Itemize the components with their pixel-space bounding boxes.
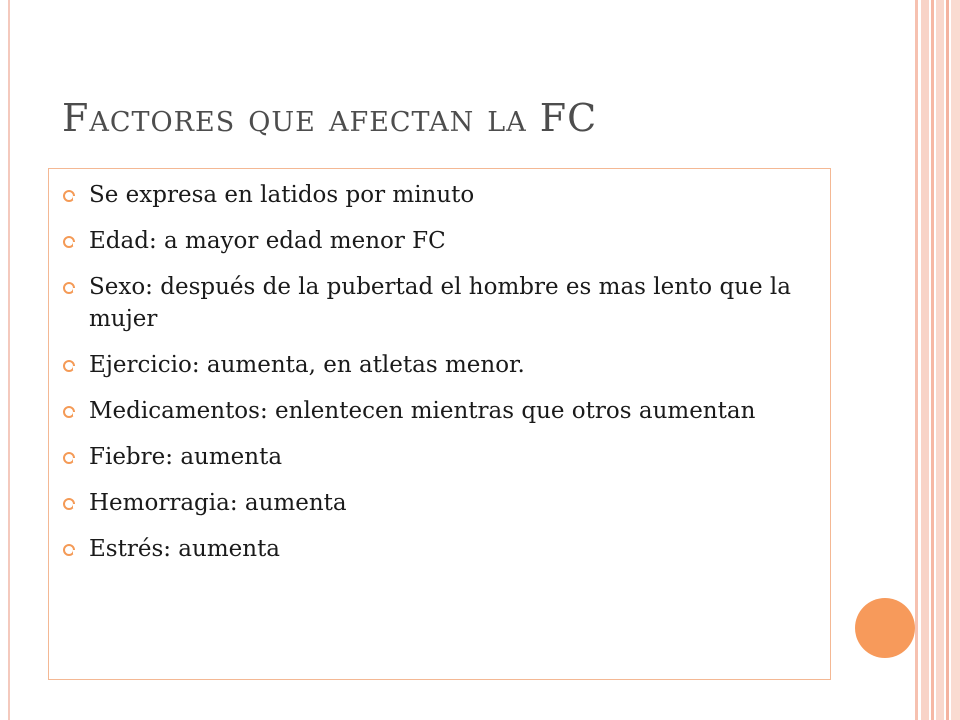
decorative-stripe	[915, 0, 918, 720]
bullet-text: Hemorragia: aumenta	[89, 490, 347, 516]
bullet-item	[49, 533, 830, 565]
bullet-item	[49, 225, 830, 257]
bullet-text: Se expresa en latidos por minuto	[89, 182, 475, 208]
decorative-stripe	[921, 0, 929, 720]
bullet-item	[49, 487, 830, 519]
bullet-item	[49, 349, 830, 381]
left-border-line	[8, 0, 10, 720]
bullet-ring-icon	[63, 190, 75, 202]
content-box	[48, 168, 831, 680]
bullet-item	[49, 395, 830, 427]
decorative-stripe	[936, 0, 944, 720]
bullet-ring-icon	[63, 544, 75, 556]
decorative-stripe	[951, 0, 960, 720]
bullet-ring-icon	[63, 282, 75, 294]
bullet-item	[49, 441, 830, 473]
decorative-stripe	[931, 0, 934, 720]
bullet-text: Sexo: después de la pubertad el hombre es mas lento que la mujer	[89, 274, 791, 332]
bullet-list	[49, 169, 830, 565]
bullet-ring-icon	[63, 452, 75, 464]
slide-title: Factores que afectan la FC	[62, 96, 598, 140]
bullet-item	[49, 271, 830, 335]
bullet-text: Medicamentos: enlentecen mientras que otros aumentan	[89, 398, 756, 424]
bullet-ring-icon	[63, 498, 75, 510]
bullet-ring-icon	[63, 406, 75, 418]
decorative-stripe	[946, 0, 949, 720]
bullet-text: Estrés: aumenta	[89, 536, 281, 562]
bullet-text: Edad: a mayor edad menor FC	[89, 228, 446, 254]
bullet-ring-icon	[63, 360, 75, 372]
decorative-circle-icon	[855, 598, 915, 658]
bullet-item	[49, 179, 830, 211]
bullet-text: Ejercicio: aumenta, en atletas menor.	[89, 352, 525, 378]
bullet-text: Fiebre: aumenta	[89, 444, 283, 470]
bullet-ring-icon	[63, 236, 75, 248]
